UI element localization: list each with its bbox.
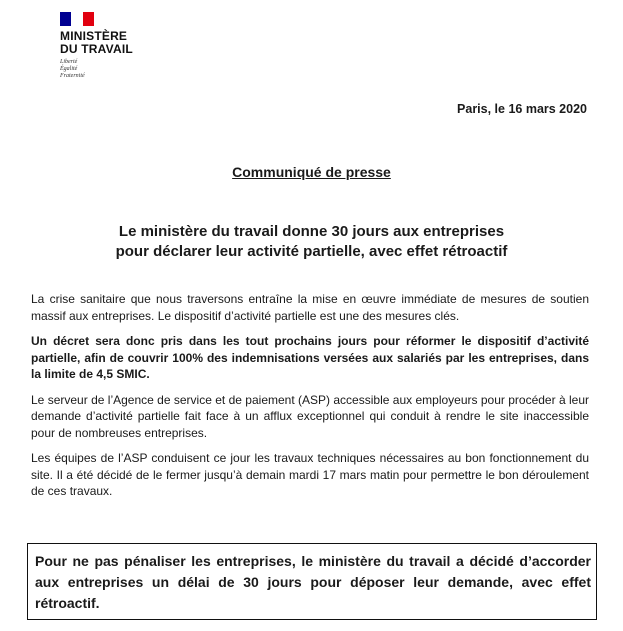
paragraph-decree: Un décret sera donc pris dans les tout prochains jours pour réformer le dispositif d’activité partielle, afin de couvrir 100% des indemnisations versées aux salariés par les entreprises, dans la limite de 4,5 SMIC. (31, 334, 589, 381)
french-flag-icon (60, 12, 94, 26)
paragraph-server: Le serveur de l’Agence de service et de paiement (ASP) accessible aux employeurs pour procéder à leur demande d’activité partielle fait face à un afflux exceptionnel qui conduit à rendre le site inaccessible pour de nombreuses entreprises. (31, 392, 589, 440)
republic-motto: Liberté Égalité Fraternité (60, 59, 85, 79)
press-release-label: Communiqué de presse (232, 164, 391, 180)
document-title: Le ministère du travail donne 30 jours aux entreprises pour déclarer leur activité partielle, avec effet rétroactif (115, 223, 508, 260)
paragraph-maintenance: Les équipes de l’ASP conduisent ce jour les travaux techniques nécessaires au bon fonctionnement du site. Il a été décidé de le fermer jusqu’à demain mardi 17 mars matin pour permettre le bon déroulement de ces travaux. (31, 451, 589, 498)
document-body (31, 291, 589, 509)
ministry-logo (60, 12, 170, 80)
document-date: Paris, le 16 mars 2020 (457, 102, 587, 116)
highlight-box: Pour ne pas pénaliser les entreprises, le ministère du travail a décidé d’accorder aux entreprises un délai de 30 jours pour déposer leur demande, avec effet rétroactif. (27, 543, 597, 620)
paragraph-context: La crise sanitaire que nous traversons entraîne la mise en œuvre immédiate de mesures de soutien massif aux entreprises. Le dispositif d’activité partielle est une des mesures clés. (31, 292, 589, 323)
ministry-name: MINISTÈRE DU TRAVAIL (60, 29, 133, 56)
